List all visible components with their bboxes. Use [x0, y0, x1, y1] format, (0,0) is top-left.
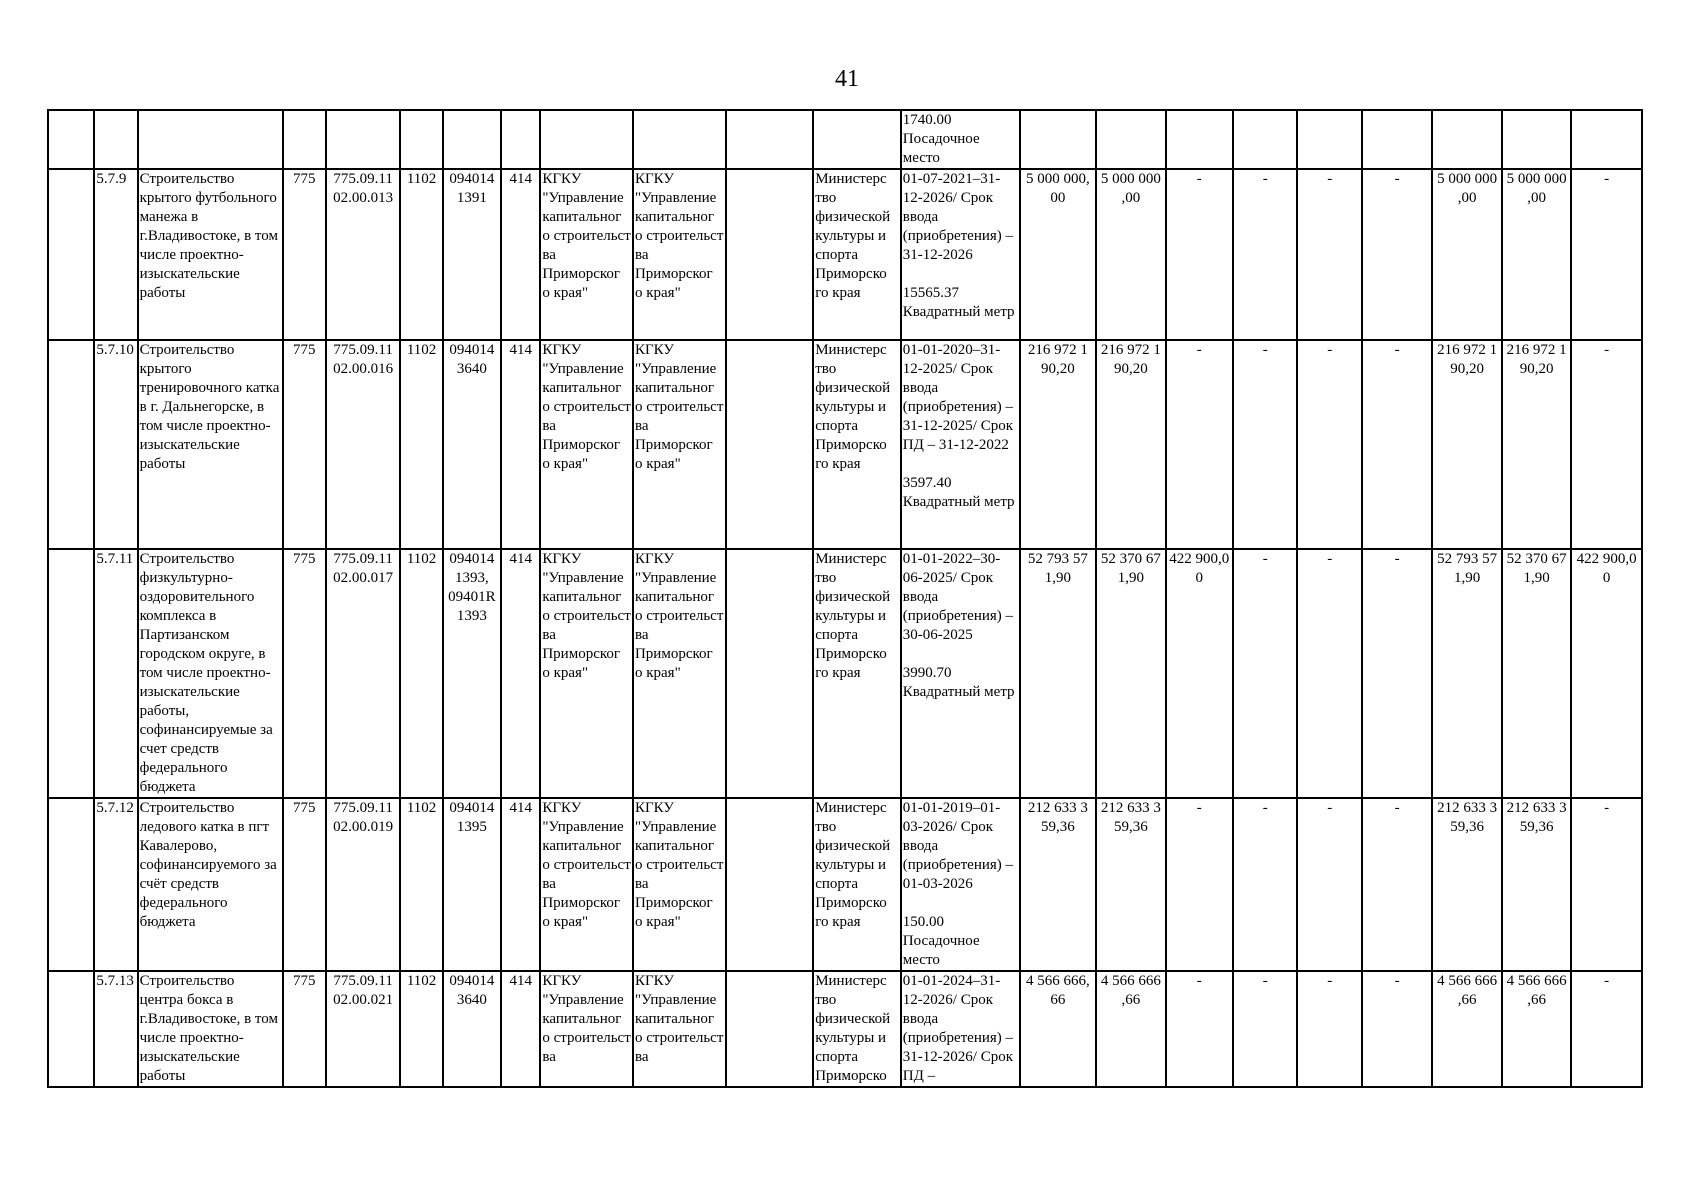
customer: КГКУ "Управление капитальног о строительст ва Приморског о края"	[540, 340, 633, 549]
expense-type: 414	[501, 549, 540, 798]
empty-cell	[726, 340, 814, 549]
amount-regional: 52 370 67 1,90	[1096, 549, 1165, 798]
amount-year-total: 4 566 666 ,66	[1432, 971, 1501, 1087]
terms-capacity: 1740.00 Посадочное место	[901, 110, 1020, 169]
expense-type: 414	[501, 340, 540, 549]
amount-col5: -	[1297, 340, 1361, 549]
amount-federal: -	[1166, 169, 1233, 340]
amount-total	[1020, 110, 1097, 169]
amount-col5: -	[1297, 549, 1361, 798]
amount-col6	[1362, 110, 1432, 169]
program-code: 775.09.11 02.00.017	[326, 549, 401, 798]
table-row	[48, 549, 1642, 798]
ministry	[813, 110, 901, 169]
grbs-code: 775	[283, 340, 326, 549]
program-code: 775.09.11 02.00.019	[326, 798, 401, 971]
amount-federal: -	[1166, 971, 1233, 1087]
amount-total: 216 972 1 90,20	[1020, 340, 1097, 549]
amount-federal: -	[1166, 340, 1233, 549]
section-code: 1102	[400, 340, 442, 549]
amount-col6: -	[1362, 169, 1432, 340]
terms-capacity: 01-01-2022–30-06-2025/ Срок ввода (приобретения) – 30-06-2025 3990.70 Квадратный метр	[901, 549, 1020, 798]
amount-col4	[1233, 110, 1297, 169]
empty-cell	[726, 798, 814, 971]
section-code: 1102	[400, 971, 442, 1087]
table-row	[48, 169, 1642, 340]
target-article: 094014 1393, 09401R 1393	[443, 549, 501, 798]
table-row	[48, 798, 1642, 971]
object-name: Строительство крытого футбольного манежа в г.Владивостоке, в том числе проектно-изыскательские работы	[138, 169, 283, 340]
expense-type: 414	[501, 971, 540, 1087]
amount-year-regional: 52 370 67 1,90	[1502, 549, 1571, 798]
amount-col4: -	[1233, 340, 1297, 549]
amount-year-regional: 5 000 000 ,00	[1502, 169, 1571, 340]
amount-regional: 4 566 666 ,66	[1096, 971, 1165, 1087]
amount-col6: -	[1362, 340, 1432, 549]
target-article: 094014 1395	[443, 798, 501, 971]
table-row	[48, 971, 1642, 1087]
amount-col4: -	[1233, 971, 1297, 1087]
amount-year-federal: -	[1571, 798, 1642, 971]
amount-total: 52 793 57 1,90	[1020, 549, 1097, 798]
target-article: 094014 3640	[443, 340, 501, 549]
target-article	[443, 110, 501, 169]
amount-regional: 212 633 3 59,36	[1096, 798, 1165, 971]
grbs-code: 775	[283, 169, 326, 340]
margin-cell	[48, 340, 94, 549]
amount-year-total: 212 633 3 59,36	[1432, 798, 1501, 971]
amount-col5	[1297, 110, 1361, 169]
table-row	[48, 340, 1642, 549]
empty-cell	[726, 169, 814, 340]
amount-year-regional	[1502, 110, 1571, 169]
customer	[540, 110, 633, 169]
object-name: Строительство физкультурно-оздоровительного комплекса в Партизанском городском округе, в том числе проектно-изыскательские работы, софинансируемые за счет средств федерального бюджета	[138, 549, 283, 798]
object-name	[138, 110, 283, 169]
empty-cell	[726, 549, 814, 798]
amount-year-federal: -	[1571, 169, 1642, 340]
row-number: 5.7.10	[94, 340, 137, 549]
row-number: 5.7.11	[94, 549, 137, 798]
amount-year-regional: 4 566 666 ,66	[1502, 971, 1571, 1087]
amount-year-regional: 212 633 3 59,36	[1502, 798, 1571, 971]
section-code: 1102	[400, 169, 442, 340]
customer: КГКУ "Управление капитальног о строительст ва Приморског о края"	[540, 169, 633, 340]
expense-type	[501, 110, 540, 169]
amount-col5: -	[1297, 971, 1361, 1087]
amount-col4: -	[1233, 169, 1297, 340]
ministry: Министерс тво физической культуры и спорта Приморско го края	[813, 549, 901, 798]
expense-type: 414	[501, 798, 540, 971]
margin-cell	[48, 169, 94, 340]
amount-col6: -	[1362, 971, 1432, 1087]
object-name: Строительство крытого тренировочного катка в г. Дальнегорске, в том числе проектно-изыскательские работы	[138, 340, 283, 549]
developer: КГКУ "Управление капитальног о строительст ва Приморског о края"	[633, 340, 726, 549]
amount-year-total: 52 793 57 1,90	[1432, 549, 1501, 798]
terms-capacity: 01-01-2024–31-12-2026/ Срок ввода (приобретения) – 31-12-2026/ Срок ПД –	[901, 971, 1020, 1087]
section-code	[400, 110, 442, 169]
amount-col6: -	[1362, 798, 1432, 971]
developer: КГКУ "Управление капитальног о строительст ва Приморског о края"	[633, 798, 726, 971]
customer: КГКУ "Управление капитальног о строительст ва Приморског о края"	[540, 798, 633, 971]
section-code: 1102	[400, 549, 442, 798]
grbs-code	[283, 110, 326, 169]
amount-federal: 422 900,0 0	[1166, 549, 1233, 798]
object-name: Строительство ледового катка в пгт Кавалерово, софинансируемого за счёт средств федерального бюджета	[138, 798, 283, 971]
developer: КГКУ "Управление капитальног о строительст ва Приморског о края"	[633, 169, 726, 340]
amount-year-federal: -	[1571, 340, 1642, 549]
amount-year-regional: 216 972 1 90,20	[1502, 340, 1571, 549]
amount-regional: 5 000 000 ,00	[1096, 169, 1165, 340]
developer	[633, 110, 726, 169]
expense-type: 414	[501, 169, 540, 340]
amount-federal: -	[1166, 798, 1233, 971]
empty-cell	[726, 971, 814, 1087]
amount-total: 5 000 000, 00	[1020, 169, 1097, 340]
amount-regional	[1096, 110, 1165, 169]
empty-cell	[726, 110, 814, 169]
customer: КГКУ "Управление капитальног о строительст ва	[540, 971, 633, 1087]
section-code: 1102	[400, 798, 442, 971]
amount-col4: -	[1233, 798, 1297, 971]
ministry: Министерс тво физической культуры и спорта Приморско	[813, 971, 901, 1087]
program-code: 775.09.11 02.00.021	[326, 971, 401, 1087]
amount-year-total: 216 972 1 90,20	[1432, 340, 1501, 549]
margin-cell	[48, 549, 94, 798]
terms-capacity: 01-07-2021–31-12-2026/ Срок ввода (приобретения) – 31-12-2026 15565.37 Квадратный метр	[901, 169, 1020, 340]
terms-capacity: 01-01-2019–01-03-2026/ Срок ввода (приобретения) – 01-03-2026 150.00 Посадочное место	[901, 798, 1020, 971]
row-number: 5.7.13	[94, 971, 137, 1087]
ministry: Министерс тво физической культуры и спорта Приморско го края	[813, 798, 901, 971]
terms-capacity: 01-01-2020–31-12-2025/ Срок ввода (приобретения) – 31-12-2025/ Срок ПД – 31-12-2022 3597.40 Квадратный метр	[901, 340, 1020, 549]
amount-year-total: 5 000 000 ,00	[1432, 169, 1501, 340]
amount-col5: -	[1297, 798, 1361, 971]
margin-cell	[48, 971, 94, 1087]
margin-cell	[48, 798, 94, 971]
amount-year-federal	[1571, 110, 1642, 169]
program-code: 775.09.11 02.00.016	[326, 340, 401, 549]
target-article: 094014 1391	[443, 169, 501, 340]
amount-federal	[1166, 110, 1233, 169]
developer: КГКУ "Управление капитальног о строительст ва Приморског о края"	[633, 549, 726, 798]
page-number: 41	[835, 66, 859, 92]
object-name: Строительство центра бокса в г.Владивостоке, в том числе проектно-изыскательские работы	[138, 971, 283, 1087]
amount-year-total	[1432, 110, 1501, 169]
grbs-code: 775	[283, 549, 326, 798]
program-code: 775.09.11 02.00.013	[326, 169, 401, 340]
table-row	[48, 110, 1642, 169]
customer: КГКУ "Управление капитальног о строительст ва Приморског о края"	[540, 549, 633, 798]
grbs-code: 775	[283, 971, 326, 1087]
row-number: 5.7.9	[94, 169, 137, 340]
amount-total: 4 566 666, 66	[1020, 971, 1097, 1087]
amount-col5: -	[1297, 169, 1361, 340]
budget-table	[47, 109, 1643, 1088]
amount-total: 212 633 3 59,36	[1020, 798, 1097, 971]
developer: КГКУ "Управление капитальног о строительст ва	[633, 971, 726, 1087]
target-article: 094014 3640	[443, 971, 501, 1087]
row-number	[94, 110, 137, 169]
grbs-code: 775	[283, 798, 326, 971]
amount-col6: -	[1362, 549, 1432, 798]
amount-col4: -	[1233, 549, 1297, 798]
margin-cell	[48, 110, 94, 169]
amount-regional: 216 972 1 90,20	[1096, 340, 1165, 549]
program-code	[326, 110, 401, 169]
ministry: Министерс тво физической культуры и спорта Приморско го края	[813, 340, 901, 549]
row-number: 5.7.12	[94, 798, 137, 971]
ministry: Министерс тво физической культуры и спорта Приморско го края	[813, 169, 901, 340]
amount-year-federal: 422 900,0 0	[1571, 549, 1642, 798]
amount-year-federal: -	[1571, 971, 1642, 1087]
